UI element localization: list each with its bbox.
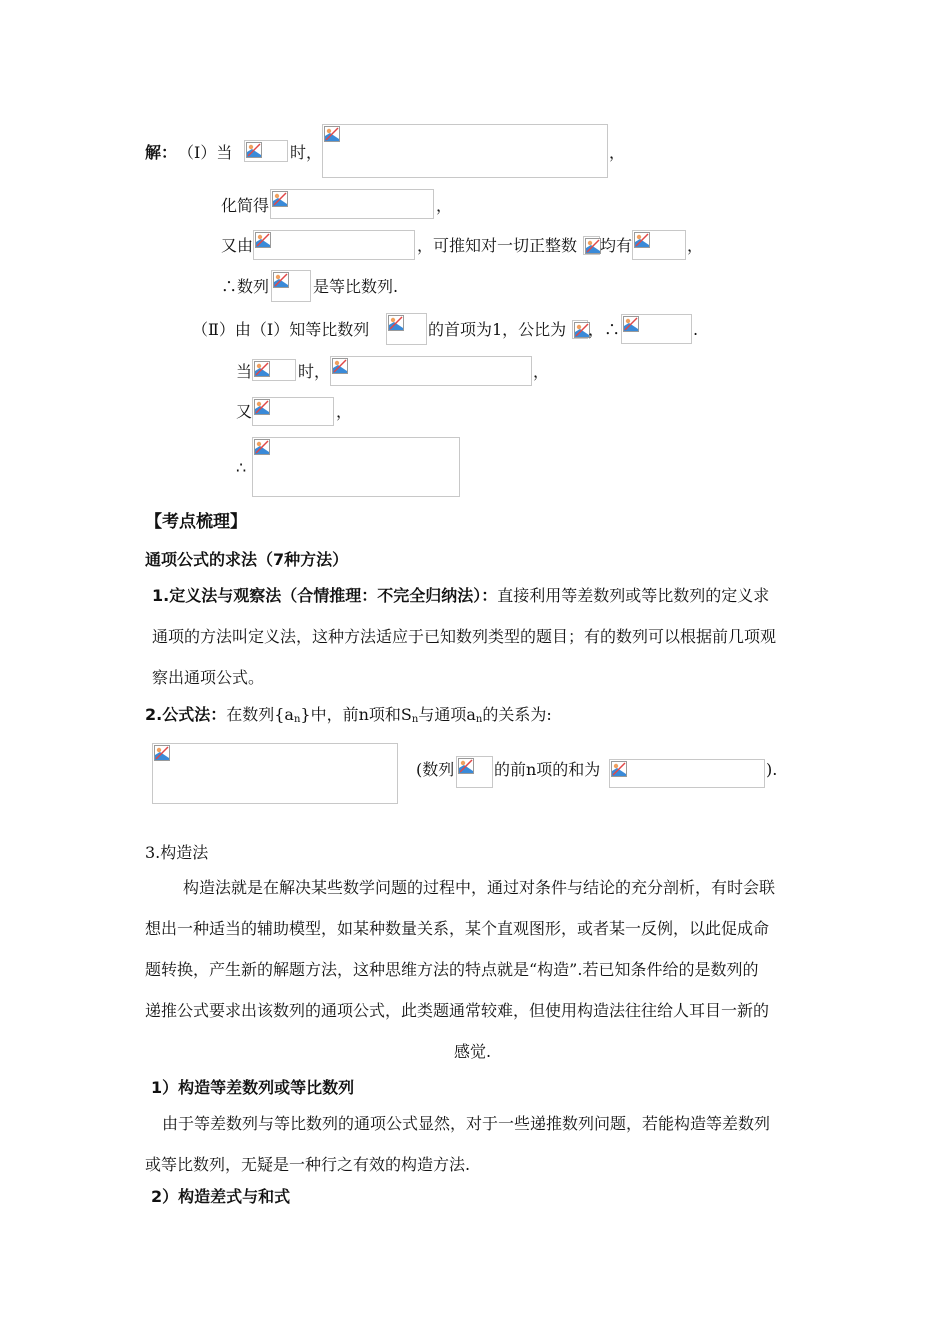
- text: ，: [336, 402, 353, 421]
- method-3-title: 3.构造法: [145, 843, 209, 862]
- broken-image-icon: [246, 142, 262, 158]
- broken-image-icon: [254, 399, 270, 415]
- text: 当: [236, 362, 253, 381]
- text: 的前n项的和为: [494, 760, 601, 779]
- broken-image-icon: [634, 232, 650, 248]
- text: 的首项为1，公比为: [428, 320, 567, 339]
- method-1: [152, 586, 769, 606]
- broken-image-icon: [254, 361, 270, 377]
- text: 化简得: [221, 196, 270, 215]
- method-3-line-5: 感觉.: [454, 1042, 492, 1061]
- formula-image: [609, 759, 765, 788]
- subscript: n: [411, 714, 419, 725]
- sub2-title: 2）构造差式与和式: [151, 1187, 291, 1206]
- text: (数列: [416, 760, 455, 779]
- broken-image-icon: [623, 316, 639, 332]
- formula-image: [621, 314, 692, 344]
- formula-image: [271, 270, 311, 302]
- formula-image: [330, 356, 532, 386]
- formula-image: [322, 124, 608, 178]
- text: ，: [609, 143, 626, 162]
- method-3-line-3: 题转换，产生新的解题方法，这种思维方法的特点就是“构造”.若已知条件给的是数列的: [145, 960, 759, 979]
- text: 时，: [298, 362, 331, 381]
- formula-image: [152, 743, 398, 804]
- text: }中，前n项和S: [300, 705, 412, 724]
- sub1-line-2: 或等比数列，无疑是一种行之有效的构造方法.: [145, 1155, 471, 1174]
- method-1-line-3: 察出通项公式。: [152, 668, 265, 687]
- method-2: [145, 705, 552, 730]
- subscript: n: [475, 714, 483, 725]
- broken-image-icon: [272, 191, 288, 207]
- method-3-line-2: 想出一种适当的辅助模型，如某种数量关系，某个直观图形，或者某一反例，以此促成命: [145, 919, 770, 938]
- text: 又: [236, 402, 253, 421]
- method-1-text: 直接利用等差数列或等比数列的定义求: [497, 586, 770, 605]
- part1-lead: （Ⅰ）当: [178, 143, 233, 162]
- text: 在数列{a: [226, 705, 294, 724]
- formula-image: [270, 189, 434, 219]
- method-1-line-2: 通项的方法叫定义法，这种方法适应于已知数列类型的题目；有的数列可以根据前几项观: [152, 627, 777, 646]
- broken-image-icon: [255, 232, 271, 248]
- sub1-title: 1）构造等差数列或等比数列: [151, 1078, 355, 1097]
- broken-image-icon: [254, 439, 270, 455]
- text: ，可推知对一切正整数: [417, 236, 578, 255]
- method-3-line-1: 构造法就是在解决某些数学问题的过程中，通过对条件与结论的充分剖析，有时会联: [183, 878, 776, 897]
- broken-image-icon: [324, 126, 340, 142]
- text: （Ⅱ）由（Ⅰ）知等比数列: [192, 320, 370, 339]
- broken-image-icon: [458, 758, 474, 774]
- sub1-line-1: 由于等差数列与等比数列的通项公式显然，对于一些递推数列问题，若能构造等差数列: [162, 1114, 771, 1133]
- section-heading: 【考点梳理】: [145, 512, 247, 532]
- text: ).: [766, 760, 778, 779]
- formula-image: [252, 397, 334, 426]
- broken-image-icon: [388, 315, 404, 331]
- subscript: n: [293, 714, 301, 725]
- text: 又由: [221, 236, 254, 255]
- formula-image: [253, 230, 415, 260]
- formula-image: [456, 756, 493, 788]
- broken-image-icon: [585, 238, 601, 254]
- text: ，: [687, 236, 704, 255]
- method-2-title: 2.公式法：: [145, 705, 227, 724]
- formula-image: [386, 313, 427, 345]
- formula-image: [632, 230, 686, 260]
- text: ∴: [236, 458, 247, 477]
- method-1-title: 1.定义法与观察法（合情推理：不完全归纳法）：: [152, 586, 498, 605]
- formula-image: [583, 236, 600, 255]
- method-3-line-4: 递推公式要求出该数列的通项公式，此类题通常较难，但使用构造法往往给人耳目一新的: [145, 1001, 770, 1020]
- formula-image: [572, 320, 588, 339]
- formula-image: [252, 359, 296, 381]
- text: ，: [533, 362, 550, 381]
- text: 时，: [290, 143, 323, 162]
- text: ∴数列: [221, 277, 270, 296]
- broken-image-icon: [332, 358, 348, 374]
- broken-image-icon: [154, 745, 170, 761]
- text: 与通项a: [418, 705, 476, 724]
- section-subheading: 通项公式的求法（7种方法）: [145, 550, 349, 569]
- text: 是等比数列.: [313, 277, 399, 296]
- solution-label: 解：: [145, 143, 178, 162]
- text: .: [693, 320, 699, 339]
- text: 均有: [600, 236, 633, 255]
- broken-image-icon: [273, 272, 289, 288]
- broken-image-icon: [611, 761, 627, 777]
- text: 的关系为:: [482, 705, 552, 724]
- text: ，∴: [588, 320, 621, 339]
- formula-image: [252, 437, 460, 497]
- formula-image: [244, 140, 288, 162]
- text: ，: [436, 196, 453, 215]
